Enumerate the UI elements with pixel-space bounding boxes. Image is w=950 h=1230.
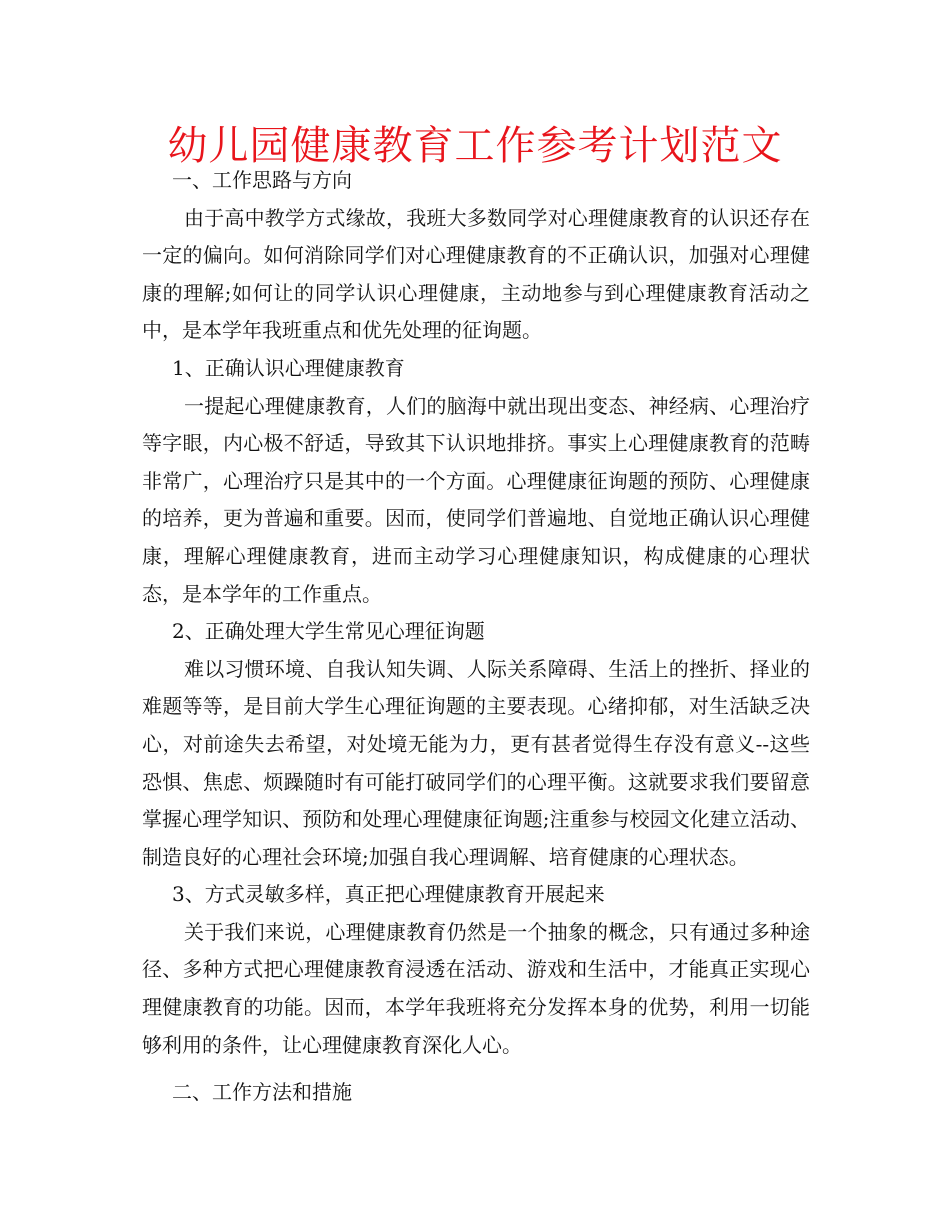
section-heading-1: 一、工作思路与方向 — [172, 168, 352, 192]
subsection-heading-2: 2、正确处理大学生常见心理征询题 — [172, 619, 485, 644]
subsection-heading-1: 1、正确认识心理健康教育 — [172, 355, 405, 380]
section-heading-2: 二、工作方法和措施 — [172, 1080, 352, 1105]
document-body — [142, 162, 810, 1112]
subsection-heading-3: 3、方式灵敏多样，真正把心理健康教育开展起来 — [172, 882, 605, 907]
body-paragraph: 由于高中教学方式缘故，我班大多数同学对心理健康教育的认识还存在一定的偏向。如何消除同学们对心理健康教育的不正确认识，加强对心理健康的理解;如何让的同学认识心理健康，主动地参与到心理健康教育活动之中，是本学年我班重点和优先处理的征询题。 — [142, 205, 810, 343]
body-paragraph: 难以习惯环境、自我认知失调、人际关系障碍、生活上的挫折、择业的难题等等，是目前大学生心理征询题的主要表现。心绪抑郁，对生活缺乏决心，对前途失去希望，对处境无能为力，更有甚者觉得生存没有意义--这些恐惧、焦虑、烦躁随时有可能打破同学们的心理平衡。这就要求我们要留意掌握心理学知识、预防和处理心理健康征询题;注重参与校园文化建立活动、制造良好的心理社会环境;加强自我心理调解、培育健康的心理状态。 — [142, 656, 810, 869]
body-paragraph: 一提起心理健康教育，人们的脑海中就出现出变态、神经病、心理治疗等字眼，内心极不舒适，导致其下认识地排挤。事实上心理健康教育的范畴非常广，心理治疗只是其中的一个方面。心理健康征询题的预防、心理健康的培养，更为普遍和重要。因而，使同学们普遍地、自觉地正确认识心理健康，理解心理健康教育，进而主动学习心理健康知识，构成健康的心理状态，是本学年的工作重点。 — [142, 393, 810, 606]
document-title: 幼儿园健康教育工作参考计划范文 — [167, 123, 783, 169]
body-paragraph: 关于我们来说，心理健康教育仍然是一个抽象的概念，只有通过多种途径、多种方式把心理健康教育浸透在活动、游戏和生活中，才能真正实现心理健康教育的功能。因而，本学年我班将充分发挥本身的优势，利用一切能够利用的条件，让心理健康教育深化人心。 — [142, 919, 810, 1057]
